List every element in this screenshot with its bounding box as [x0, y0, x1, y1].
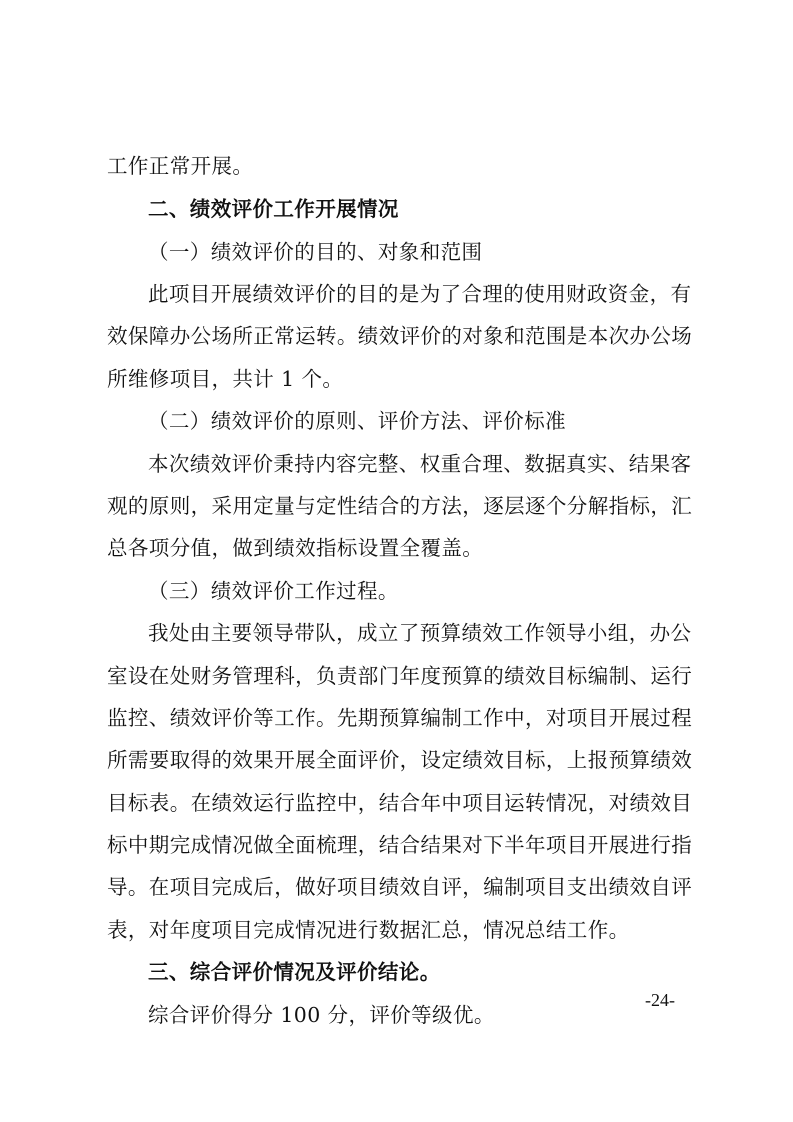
body-text-line: 总各项分值，做到绩效指标设置全覆盖。	[107, 536, 484, 560]
subsection-heading-3: （三）绩效评价工作过程。	[148, 579, 399, 603]
section-heading-3: 三、综合评价情况及评价结论。	[148, 960, 441, 984]
page-number: -24-	[645, 990, 675, 1010]
body-text-line: 监控、绩效评价等工作。先期预算编制工作中，对项目开展过程	[107, 706, 693, 730]
subsection-heading-2: （二）绩效评价的原则、评价方法、评价标准	[148, 409, 566, 433]
body-text-line: 所需要取得的效果开展全面评价，设定绩效目标，上报预算绩效	[107, 748, 693, 772]
body-text-line: 本次绩效评价秉持内容完整、权重合理、数据真实、结果客	[148, 452, 692, 476]
body-text-line: 观的原则，采用定量与定性结合的方法，逐层逐个分解指标，汇	[107, 494, 693, 518]
body-text-line: 标中期完成情况做全面梳理，结合结果对下半年项目开展进行指	[107, 833, 693, 857]
body-text-line: 我处由主要领导带队，成立了预算绩效工作领导小组，办公	[148, 621, 692, 645]
section-heading-2: 二、绩效评价工作开展情况	[148, 197, 399, 221]
body-text-line: 综合评价得分 100 分，评价等级优。	[148, 1003, 495, 1027]
body-text-line: 工作正常开展。	[107, 154, 254, 178]
body-text-line: 效保障办公场所正常运转。绩效评价的对象和范围是本次办公场	[107, 324, 693, 348]
body-text-line: 导。在项目完成后，做好项目绩效自评，编制项目支出绩效自评	[107, 875, 693, 899]
body-text-line: 此项目开展绩效评价的目的是为了合理的使用财政资金，有	[148, 282, 692, 306]
body-text-line: 室设在处财务管理科，负责部门年度预算的绩效目标编制、运行	[107, 664, 693, 688]
subsection-heading-1: （一）绩效评价的目的、对象和范围	[148, 240, 483, 264]
body-text-line: 表，对年度项目完成情况进行数据汇总，情况总结工作。	[107, 918, 630, 942]
body-text-line: 目标表。在绩效运行监控中，结合年中项目运转情况，对绩效目	[107, 791, 693, 815]
body-text-line: 所维修项目，共计 1 个。	[107, 367, 344, 391]
